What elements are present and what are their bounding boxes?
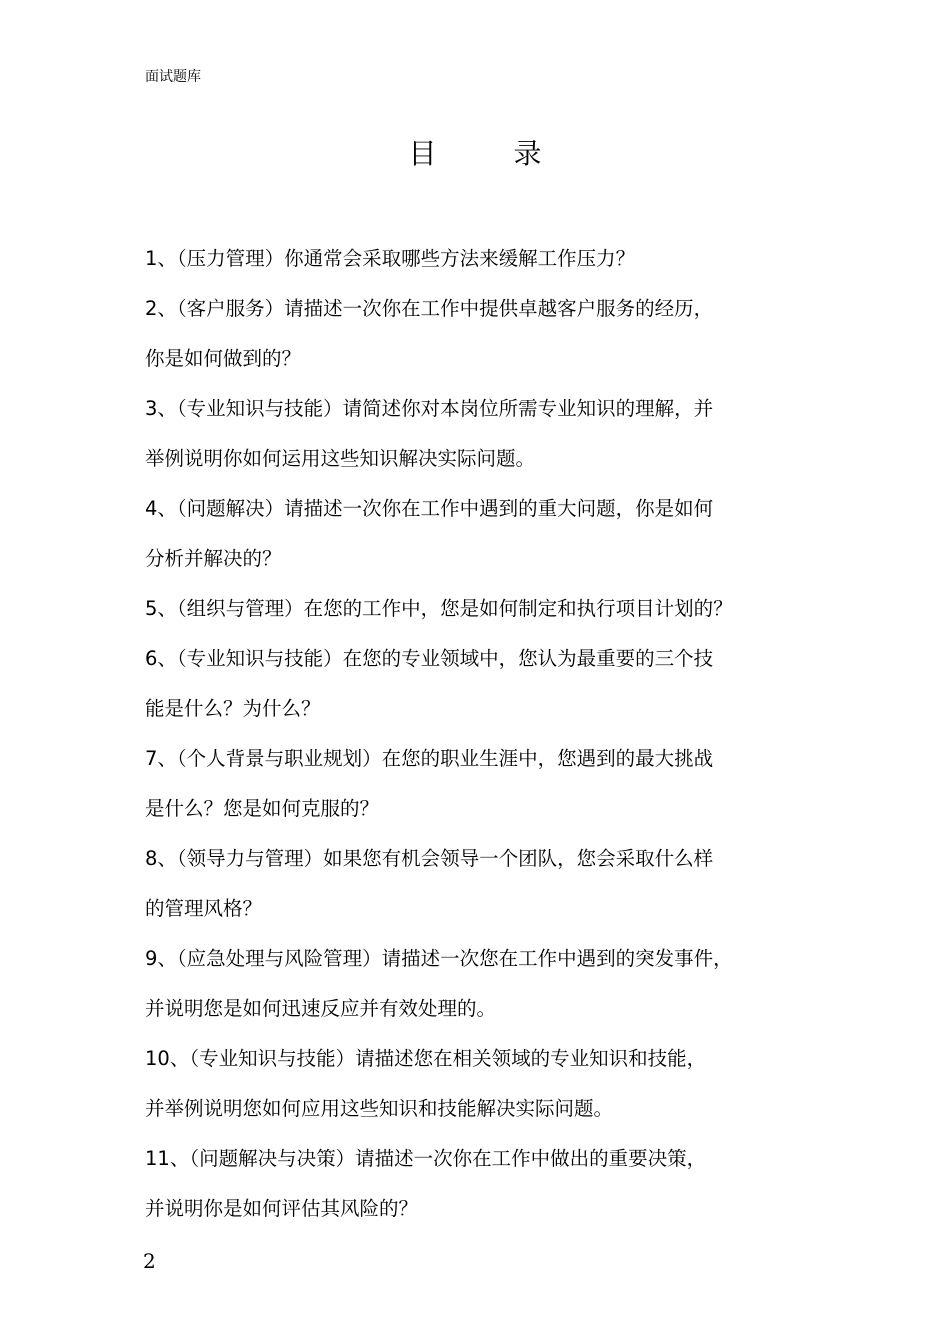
toc-line-17: 10、（专业知识与技能）请描述您在相关领域的专业知识和技能， bbox=[145, 1047, 707, 1070]
toc-line-4: 3、（专业知识与技能）请简述你对本岗位所需专业知识的理解，并 bbox=[145, 397, 714, 420]
table-of-contents bbox=[145, 234, 835, 1234]
toc-line-14: 的管理风格？ bbox=[145, 897, 263, 920]
page-header: 面试题库 bbox=[145, 69, 201, 85]
toc-line-3: 你是如何做到的？ bbox=[145, 347, 302, 370]
page-title: 目 录 bbox=[408, 137, 576, 170]
toc-line-13: 8、（领导力与管理）如果您有机会领导一个团队，您会采取什么样 bbox=[145, 847, 714, 870]
toc-line-2: 2、（客户服务）请描述一次你在工作中提供卓越客户服务的经历， bbox=[145, 297, 714, 320]
toc-line-16: 并说明您是如何迅速反应并有效处理的。 bbox=[145, 997, 497, 1020]
page-number: 2 bbox=[143, 1249, 156, 1273]
toc-line-8: 5、（组织与管理）在您的工作中，您是如何制定和执行项目计划的？ bbox=[145, 597, 733, 620]
toc-line-15: 9、（应急处理与风险管理）请描述一次您在工作中遇到的突发事件， bbox=[145, 947, 733, 970]
toc-line-19: 11、（问题解决与决策）请描述一次你在工作中做出的重要决策， bbox=[145, 1147, 707, 1170]
toc-line-9: 6、（专业知识与技能）在您的专业领域中，您认为最重要的三个技 bbox=[145, 647, 714, 670]
toc-line-1: 1、（压力管理）你通常会采取哪些方法来缓解工作压力？ bbox=[145, 247, 636, 270]
toc-line-6: 4、（问题解决）请描述一次你在工作中遇到的重大问题，你是如何 bbox=[145, 497, 714, 520]
toc-line-12: 是什么？您是如何克服的？ bbox=[145, 797, 380, 820]
toc-line-20: 并说明你是如何评估其风险的？ bbox=[145, 1197, 419, 1220]
toc-line-18: 并举例说明您如何应用这些知识和技能解决实际问题。 bbox=[145, 1097, 614, 1120]
toc-line-10: 能是什么？为什么？ bbox=[145, 697, 321, 720]
toc-line-11: 7、（个人背景与职业规划）在您的职业生涯中，您遇到的最大挑战 bbox=[145, 747, 714, 770]
toc-line-5: 举例说明你如何运用这些知识解决实际问题。 bbox=[145, 447, 536, 470]
toc-line-7: 分析并解决的？ bbox=[145, 547, 282, 570]
